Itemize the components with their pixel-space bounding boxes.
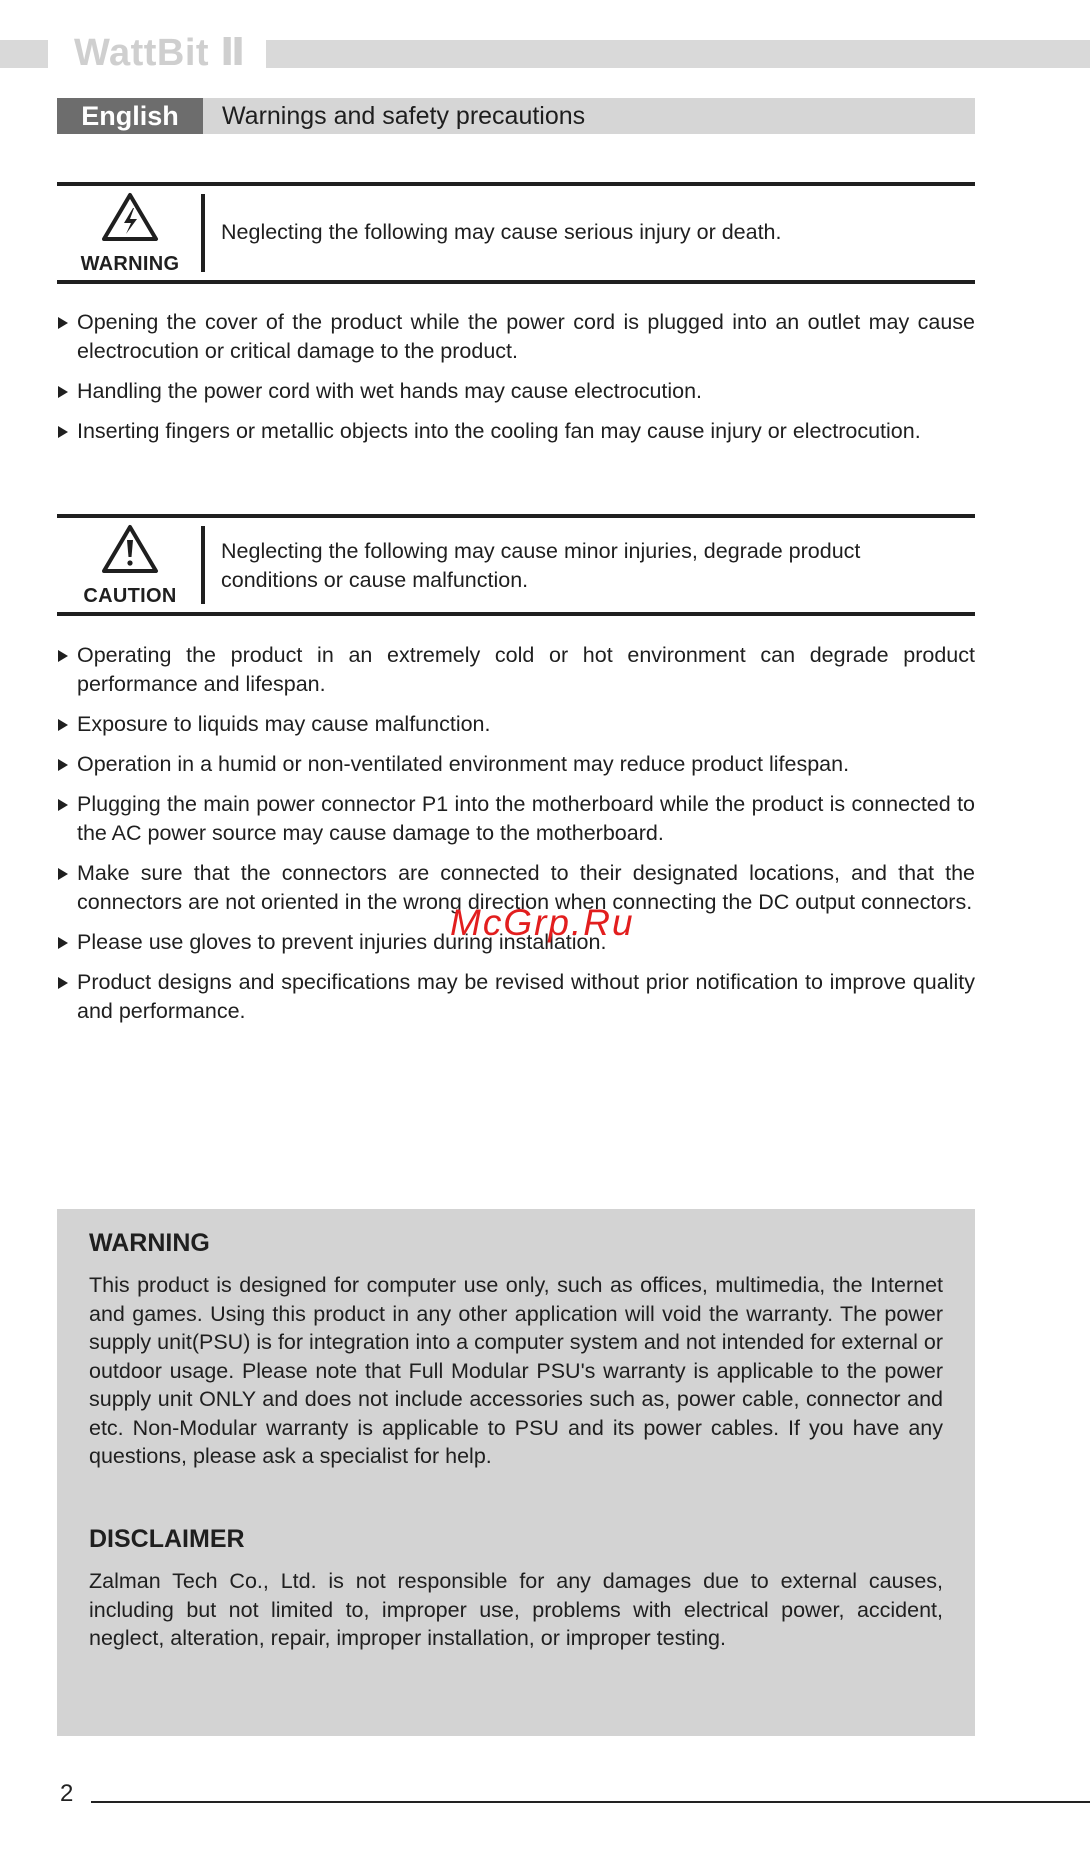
section-title: Warnings and safety precautions bbox=[222, 102, 586, 130]
list-item: Product designs and specifications may be revised without prior notification to improve quality and performance. bbox=[57, 968, 975, 1026]
info-warning-heading: WARNING bbox=[89, 1229, 210, 1257]
header-bar-left bbox=[0, 40, 48, 68]
bullet-triangle-icon bbox=[58, 426, 68, 438]
list-item: Handling the power cord with wet hands may cause electrocution. bbox=[57, 377, 975, 406]
header-bar-right bbox=[266, 40, 1090, 68]
list-item: Exposure to liquids may cause malfunction. bbox=[57, 710, 975, 739]
list-item: Opening the cover of the product while the power cord is plugged into an outlet may cause electrocution or critical damage to the product. bbox=[57, 308, 975, 366]
electric-hazard-icon bbox=[101, 192, 159, 242]
caution-list bbox=[57, 641, 975, 1037]
bullet-triangle-icon bbox=[58, 650, 68, 662]
watermark: McGrp.Ru bbox=[450, 902, 635, 943]
caution-label: CAUTION bbox=[83, 585, 177, 607]
caution-notice bbox=[57, 514, 975, 616]
warning-label: WARNING bbox=[80, 253, 180, 275]
bullet-triangle-icon bbox=[58, 977, 68, 989]
info-warning-text: This product is designed for computer use only, such as offices, multimedia, the Internet and games. Using this product in any other application will void the warranty. The power supply unit(PSU) is for integration into a computer system and not intended for external or outdoor usage. Please note that Full Modular PSU's warranty is applicable to the power supply unit ONLY and does not include accessories such as, power cable, connector and etc. Non-Modular warranty is applicable to PSU and its power cables. If you have any questions, please ask a specialist for help. bbox=[89, 1273, 943, 1468]
warning-symbol bbox=[57, 186, 203, 280]
language-tab: English bbox=[57, 98, 203, 134]
disclaimer-text: Zalman Tech Co., Ltd. is not responsible for any damages due to external causes, including but not limited to, improper use, problems with electrical power, accident, neglect, alteration, repair, improper installation, or improper testing. bbox=[89, 1569, 943, 1650]
warning-notice bbox=[57, 182, 975, 284]
disclaimer-heading: DISCLAIMER bbox=[89, 1525, 245, 1553]
bullet-triangle-icon bbox=[58, 799, 68, 811]
list-item: Please use gloves to prevent injuries during installation. bbox=[57, 928, 975, 957]
notice-divider bbox=[201, 526, 205, 604]
bullet-triangle-icon bbox=[58, 386, 68, 398]
bullet-triangle-icon bbox=[58, 719, 68, 731]
bullet-triangle-icon bbox=[58, 759, 68, 771]
list-item: Inserting fingers or metallic objects into the cooling fan may cause injury or electrocution. bbox=[57, 417, 975, 446]
list-item: Plugging the main power connector P1 into the motherboard while the product is connected to the AC power source may cause damage to the motherboard. bbox=[57, 790, 975, 848]
footer-rule bbox=[91, 1801, 1090, 1803]
bullet-triangle-icon bbox=[58, 317, 68, 329]
bullet-triangle-icon bbox=[58, 937, 68, 949]
info-box bbox=[57, 1209, 975, 1736]
brand-title: WattBit Ⅱ bbox=[74, 32, 246, 74]
notice-divider bbox=[201, 194, 205, 272]
bullet-triangle-icon bbox=[58, 868, 68, 880]
list-item: Operation in a humid or non-ventilated environment may reduce product lifespan. bbox=[57, 750, 975, 779]
list-item: Make sure that the connectors are connected to their designated locations, and that the connectors are not oriented in the wrong direction when connecting the DC output connectors. bbox=[57, 859, 975, 917]
warning-message: Neglecting the following may cause serious injury or death. bbox=[221, 220, 782, 244]
caution-message: Neglecting the following may cause minor injuries, degrade product conditions or cause malfunction. bbox=[221, 539, 861, 592]
exclamation-triangle-icon bbox=[101, 524, 159, 574]
page-number: 2 bbox=[60, 1780, 74, 1807]
caution-symbol bbox=[57, 518, 203, 612]
warning-list bbox=[57, 308, 975, 457]
section-bar bbox=[57, 98, 975, 134]
list-item: Operating the product in an extremely cold or hot environment can degrade product performance and lifespan. bbox=[57, 641, 975, 699]
